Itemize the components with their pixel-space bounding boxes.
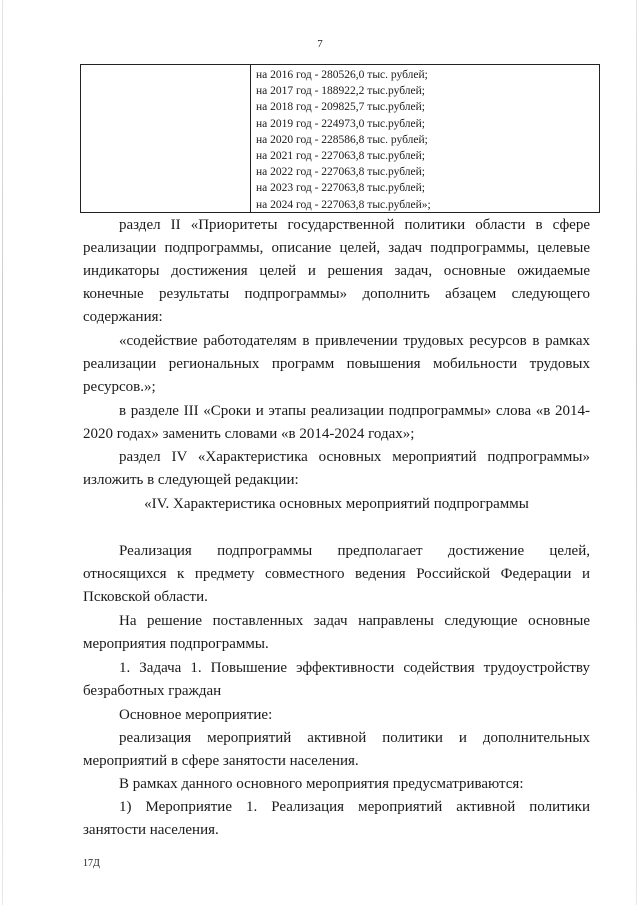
- funding-line: на 2021 год - 227063,8 тыс.рублей;: [256, 150, 425, 163]
- paragraph-measure-1: 1) Мероприятие 1. Реализация мероприятий активной политики занятости населения.: [83, 799, 590, 838]
- paragraph-section-3-amendment: в разделе III «Сроки и этапы реализации подпрограммы» слова «в 2014-2020 годах» заменить словами «в 2014-2024 годах»;: [83, 403, 590, 442]
- scan-edge-left: [2, 0, 3, 905]
- funding-table: [80, 64, 600, 213]
- paragraph-measures-intro: На решение поставленных задач направлены следующие основные мероприятия подпрограммы.: [83, 613, 590, 652]
- funding-line: на 2022 год - 227063,8 тыс.рублей;: [256, 166, 425, 179]
- paragraph-added-text: «содействие работодателям в привлечении трудовых ресурсов в рамках реализации региональных программ повышения мобильности трудовых ресурсов.»;: [83, 333, 590, 395]
- paragraph-main-measure-label: Основное мероприятие:: [119, 707, 273, 723]
- funding-line: на 2020 год - 228586,8 тыс. рублей;: [256, 133, 428, 146]
- paragraph-provisions: В рамках данного основного мероприятия предусматриваются:: [119, 776, 524, 792]
- paragraph-main-measure: реализация мероприятий активной политики и дополнительных мероприятий в сфере занятости населения.: [83, 730, 590, 769]
- funding-line: на 2016 год - 280526,0 тыс. рублей;: [256, 69, 428, 81]
- table-left-cell: [81, 65, 251, 212]
- funding-line: на 2019 год - 224973,0 тыс.рублей;: [256, 117, 425, 130]
- page-number: 7: [317, 38, 323, 50]
- paragraph-goals: Реализация подпрограммы предполагает достижение целей, относящихся к предмету совместного ведения Российской Федерации и Псковской области.: [83, 543, 590, 605]
- scan-edge-right: [636, 0, 637, 905]
- paragraph-section-4-amendment: раздел IV «Характеристика основных мероприятий подпрограммы» изложить в следующей редакции:: [83, 449, 590, 488]
- funding-line: на 2023 год - 227063,8 тыс.рублей;: [256, 182, 425, 195]
- section-heading: «IV. Характеристика основных мероприятий подпрограммы: [144, 496, 529, 512]
- footer-code: 17Д: [83, 858, 100, 869]
- table-right-cell: [256, 67, 431, 213]
- paragraph-section-2-amendment: раздел II «Приоритеты государственной политики области в сфере реализации подпрограммы, описание целей, задач подпрограммы, целевые индикаторы достижения целей и решения задач, основные ожидаемые конечные результаты подпрограммы» дополнить абзацем следующего содержания:: [83, 217, 590, 325]
- paragraph-task-1: 1. Задача 1. Повышение эффективности содействия трудоустройству безработных граждан: [83, 660, 590, 699]
- funding-line: на 2017 год - 188922,2 тыс.рублей;: [256, 85, 425, 98]
- funding-line: на 2018 год - 209825,7 тыс.рублей;: [256, 101, 425, 114]
- funding-line: на 2024 год - 227063,8 тыс.рублей»;: [256, 198, 431, 211]
